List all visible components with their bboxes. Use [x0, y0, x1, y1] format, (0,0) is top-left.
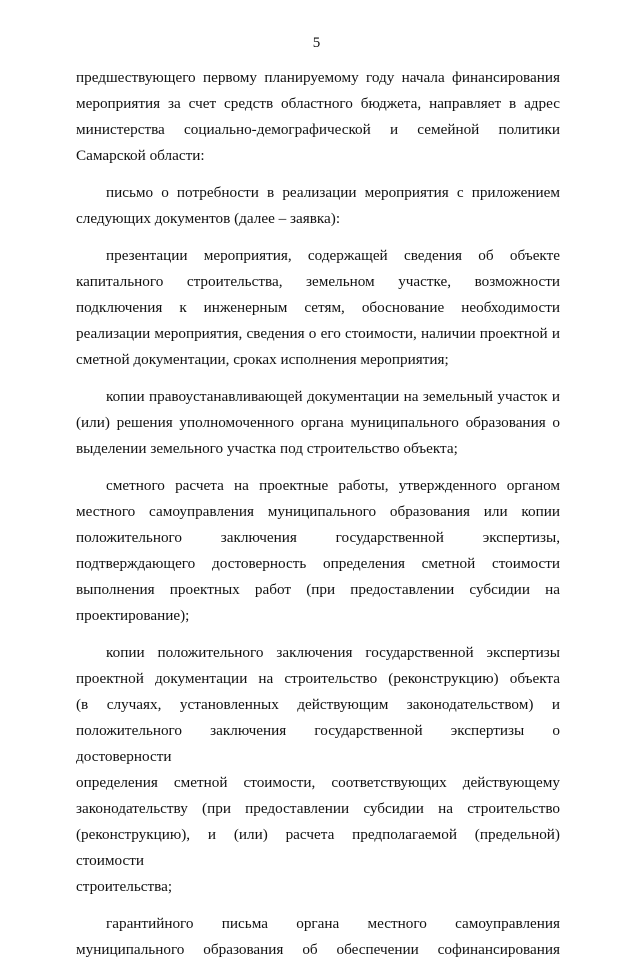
text-line: подключения к инженерным сетям, обоснование необходимости — [76, 299, 560, 316]
text-line: гарантийного письма органа местного самоуправления — [106, 915, 560, 932]
text-line: (реконструкцию), и (или) расчета предполагаемой (предельной) стоимости — [76, 826, 560, 869]
text-line: следующих документов (далее – заявка): — [76, 210, 341, 227]
paragraph-presentation — [76, 243, 560, 373]
text-line: мероприятия за счет средств областного бюджета, направляет в адрес — [76, 95, 560, 112]
text-line: презентации мероприятия, содержащей сведения об объекте — [106, 247, 560, 264]
text-line: сметного расчета на проектные работы, утвержденного органом — [106, 477, 560, 494]
document-body — [76, 65, 560, 974]
text-line: выделении земельного участка под строительство объекта; — [76, 440, 458, 457]
text-line: (или) решения уполномоченного органа муниципального образования о — [76, 414, 560, 431]
text-line: подтверждающего достоверность определения сметной стоимости — [76, 555, 560, 572]
text-line: положительного заключения государственной экспертизы о достоверности — [76, 722, 560, 765]
text-line: муниципального образования об обеспечении софинансирования — [76, 941, 560, 958]
page-number: 5 — [312, 35, 321, 51]
text-line: (в случаях, установленных действующим законодательством) и — [76, 696, 560, 713]
text-line: реализации мероприятия, сведения о его стоимости, наличии проектной и — [76, 325, 560, 342]
text-line: капитального строительства, земельном участке, возможности — [76, 273, 560, 290]
paragraph-guarantee-letter — [76, 911, 560, 963]
text-line: копии положительного заключения государственной экспертизы — [106, 644, 560, 661]
text-line: копии правоустанавливающей документации на земельный участок и — [106, 388, 560, 405]
text-line: проектной документации на строительство (реконструкцию) объекта — [76, 670, 560, 687]
paragraph-expertise — [76, 640, 560, 900]
text-line: законодательству (при предоставлении субсидии на строительство — [76, 800, 560, 817]
paragraph-estimate — [76, 473, 560, 629]
text-line: Самарской области: — [76, 147, 205, 164]
text-line: письмо о потребности в реализации мероприятия с приложением — [106, 184, 560, 201]
text-line: положительного заключения государственной экспертизы, — [76, 529, 560, 546]
text-line: строительства; — [76, 878, 173, 895]
text-line: выполнения проектных работ (при предоставлении субсидии на — [76, 581, 560, 598]
paragraph-intro — [76, 65, 560, 169]
text-line: предшествующего первому планируемому году начала финансирования — [76, 69, 560, 86]
text-line: сметной документации, сроках исполнения мероприятия; — [76, 351, 449, 368]
text-line: местного самоуправления муниципального образования или копии — [76, 503, 560, 520]
paragraph-letter — [76, 180, 560, 232]
text-line: определения сметной стоимости, соответствующих действующему — [76, 774, 560, 791]
paragraph-land-documents — [76, 384, 560, 462]
text-line: проектирование); — [76, 607, 190, 624]
text-line: министерства социально-демографической и семейной политики — [76, 121, 560, 138]
